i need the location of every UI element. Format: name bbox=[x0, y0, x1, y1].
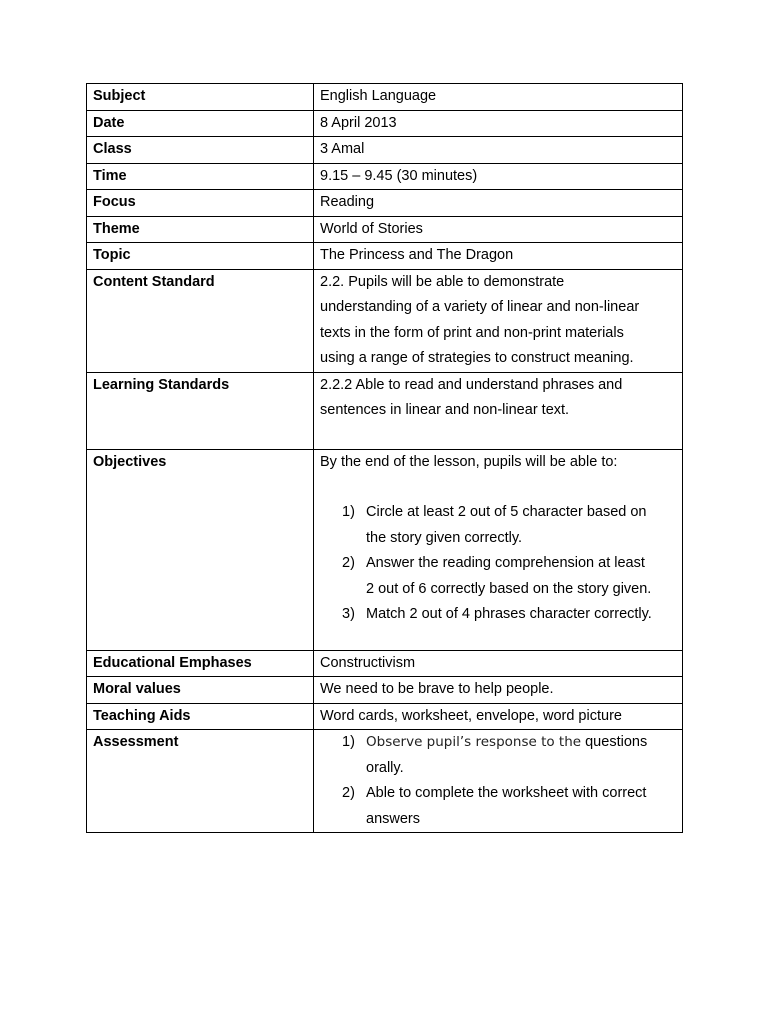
row-value: Constructivism bbox=[314, 650, 683, 677]
row-label: Moral values bbox=[87, 677, 314, 704]
table-row-class bbox=[87, 137, 683, 164]
text-line: Circle at least 2 out of 5 character based on bbox=[366, 504, 647, 520]
table-row-moral-values bbox=[87, 677, 683, 704]
text-line: answers bbox=[366, 810, 420, 827]
text-line: orally. bbox=[366, 759, 404, 776]
row-label: Subject bbox=[87, 84, 314, 111]
text-line: Match 2 out of 4 phrases character correctly. bbox=[366, 606, 652, 622]
table-row-assessment bbox=[87, 730, 683, 833]
row-label: Class bbox=[87, 137, 314, 164]
text-line bbox=[366, 730, 676, 756]
text-line: texts in the form of print and non-print materials bbox=[320, 324, 624, 341]
text-line: Able to complete the worksheet with correct bbox=[366, 785, 647, 801]
list-number: 1) bbox=[342, 504, 355, 520]
row-label: Theme bbox=[87, 216, 314, 243]
row-value: Word cards, worksheet, envelope, word picture bbox=[314, 703, 683, 730]
row-value: The Princess and The Dragon bbox=[314, 243, 683, 270]
row-value: World of Stories bbox=[314, 216, 683, 243]
row-value: English Language bbox=[314, 84, 683, 111]
table-row-time bbox=[87, 163, 683, 190]
list-number: 2) bbox=[342, 785, 355, 801]
list-number: 1) bbox=[342, 734, 355, 750]
table-row-date bbox=[87, 110, 683, 137]
row-value: 3 Amal bbox=[314, 137, 683, 164]
table-row-objectives bbox=[87, 449, 683, 650]
list-item bbox=[320, 781, 676, 832]
objectives-intro: By the end of the lesson, pupils will be able to: bbox=[320, 453, 618, 470]
list-item bbox=[320, 602, 676, 628]
objectives-list bbox=[320, 500, 676, 628]
row-label: Date bbox=[87, 110, 314, 137]
content-standard-text bbox=[314, 269, 683, 372]
table-row-learning-standards bbox=[87, 372, 683, 449]
objectives-text bbox=[314, 449, 683, 650]
table-row-focus bbox=[87, 190, 683, 217]
text-line: Answer the reading comprehension at least bbox=[366, 555, 645, 571]
row-label: Time bbox=[87, 163, 314, 190]
list-item bbox=[320, 730, 676, 781]
row-value: Reading bbox=[314, 190, 683, 217]
table-row-theme bbox=[87, 216, 683, 243]
text-line: 2 out of 6 correctly based on the story given. bbox=[366, 580, 652, 597]
assessment-text bbox=[314, 730, 683, 833]
row-value: We need to be brave to help people. bbox=[314, 677, 683, 704]
text-line: understanding of a variety of linear and non-linear bbox=[320, 299, 640, 315]
text-line: sentences in linear and non-linear text. bbox=[320, 402, 570, 418]
text-line: 2.2. Pupils will be able to demonstrate bbox=[320, 273, 565, 290]
table-row-topic bbox=[87, 243, 683, 270]
list-number: 2) bbox=[342, 555, 355, 571]
assessment-list bbox=[320, 730, 676, 832]
table-row-subject bbox=[87, 84, 683, 111]
row-label: Assessment bbox=[87, 730, 314, 833]
list-item bbox=[320, 500, 676, 551]
text-line: using a range of strategies to construct meaning. bbox=[320, 350, 634, 366]
row-label: Educational Emphases bbox=[87, 650, 314, 677]
table-row-content-standard bbox=[87, 269, 683, 372]
row-value: 9.15 – 9.45 (30 minutes) bbox=[314, 163, 683, 190]
text-line: the story given correctly. bbox=[366, 529, 523, 546]
learning-standards-text bbox=[314, 372, 683, 449]
row-label: Objectives bbox=[87, 449, 314, 650]
table-row-educational-emphases bbox=[87, 650, 683, 677]
row-label: Learning Standards bbox=[87, 372, 314, 449]
row-label: Teaching Aids bbox=[87, 703, 314, 730]
table-row-teaching-aids bbox=[87, 703, 683, 730]
text-line: 2.2.2 Able to read and understand phrases and bbox=[320, 376, 623, 393]
list-item bbox=[320, 551, 676, 602]
row-label: Topic bbox=[87, 243, 314, 270]
row-label: Content Standard bbox=[87, 269, 314, 372]
text-fragment: questions bbox=[581, 734, 648, 750]
text-fragment: Observe pupil’s response to the bbox=[366, 734, 582, 750]
row-value: 8 April 2013 bbox=[314, 110, 683, 137]
list-number: 3) bbox=[342, 606, 355, 622]
lesson-plan-table bbox=[86, 83, 683, 833]
row-label: Focus bbox=[87, 190, 314, 217]
